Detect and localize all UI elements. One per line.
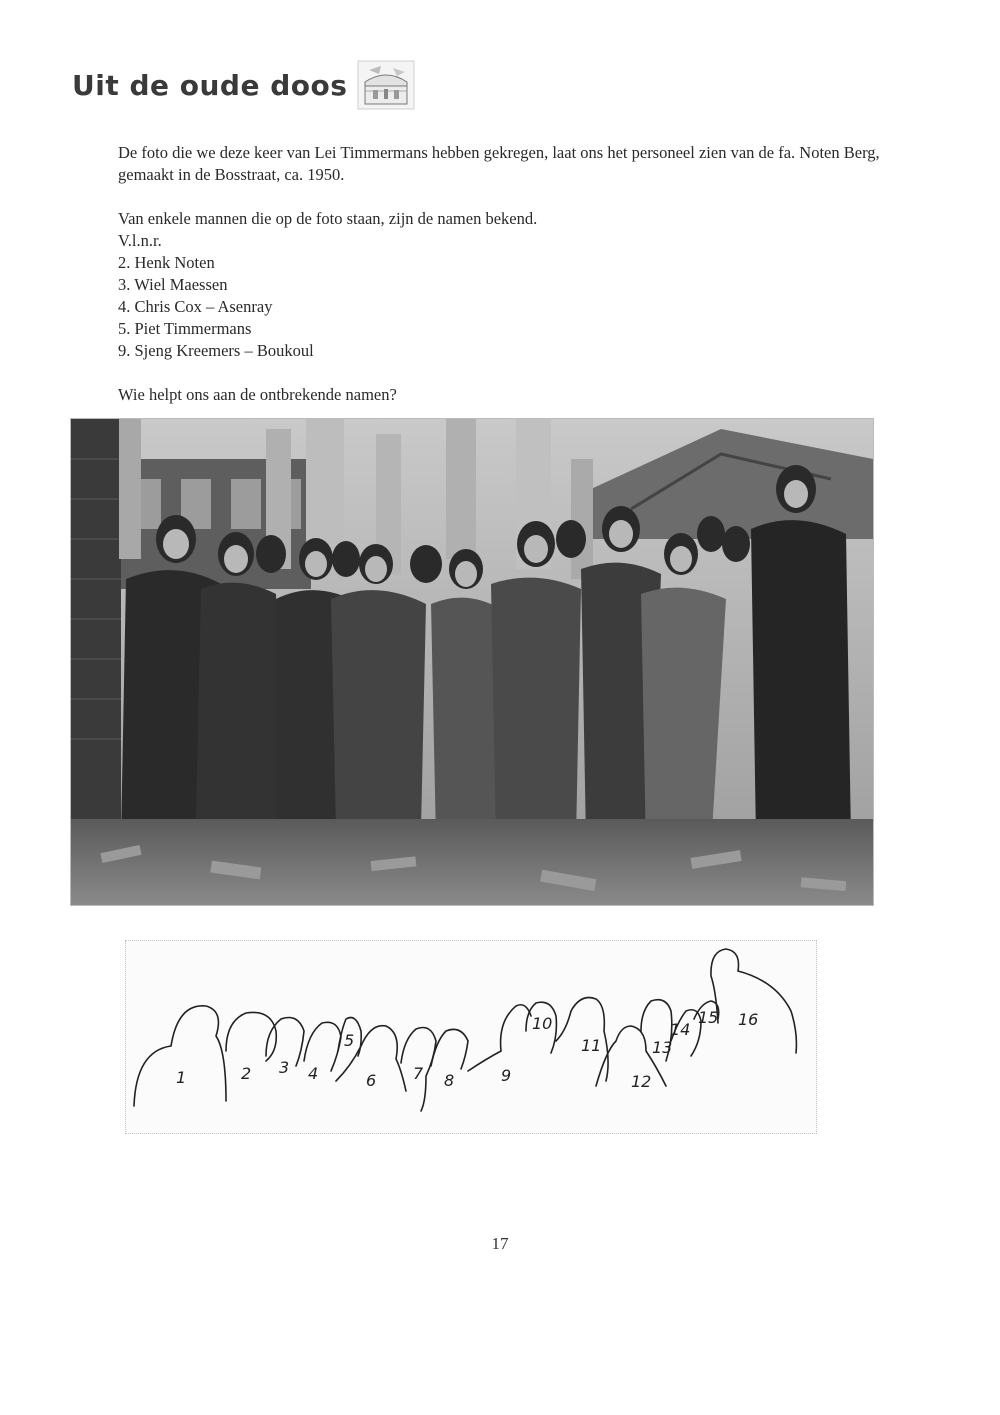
sketch-label: 16 xyxy=(738,1010,759,1029)
sketch-label: 9 xyxy=(501,1066,512,1085)
sketch-label: 13 xyxy=(652,1038,673,1057)
sketch-label: 14 xyxy=(670,1020,691,1039)
list-item: 3. Wiel Maessen xyxy=(118,275,228,294)
numbered-outline-sketch xyxy=(125,940,817,1134)
article-body xyxy=(118,142,898,406)
list-item: 9. Sjeng Kreemers – Boukoul xyxy=(118,341,314,360)
sketch-label: 1 xyxy=(176,1068,187,1087)
sketch-label: 3 xyxy=(279,1058,290,1077)
sketch-label: 11 xyxy=(581,1036,602,1055)
page-title: Uit de oude doos xyxy=(72,68,348,102)
known-names-intro: Van enkele mannen die op de foto staan, zijn de namen bekend. xyxy=(118,209,538,228)
order-label: V.l.n.r. xyxy=(118,231,162,250)
intro-paragraph: De foto die we deze keer van Lei Timmermans hebben gekregen, laat ons het personeel zien van de fa. Noten Berg, gemaakt in de Bosstraat, ca. 1950. xyxy=(118,143,880,184)
sketch-label: 10 xyxy=(532,1014,553,1033)
list-item: 5. Piet Timmermans xyxy=(118,319,252,338)
sketch-label: 2 xyxy=(241,1064,252,1083)
names-list xyxy=(118,252,898,362)
sketch-label: 5 xyxy=(344,1031,355,1050)
question-paragraph: Wie helpt ons aan de ontbrekende namen? xyxy=(118,385,397,404)
sketch-label: 8 xyxy=(444,1071,455,1090)
group-photo xyxy=(70,418,874,906)
sketch-label: 6 xyxy=(366,1071,377,1090)
sketch-label: 7 xyxy=(413,1064,424,1083)
list-item: 4. Chris Cox – Asenray xyxy=(118,297,273,316)
sketch-label: 12 xyxy=(631,1072,652,1091)
page-header xyxy=(72,60,415,110)
page-number: 17 xyxy=(491,1234,509,1253)
sketch-label: 15 xyxy=(698,1008,719,1027)
list-item: 2. Henk Noten xyxy=(118,253,215,272)
treasure-chest-icon xyxy=(357,60,415,110)
sketch-label: 4 xyxy=(308,1064,319,1083)
